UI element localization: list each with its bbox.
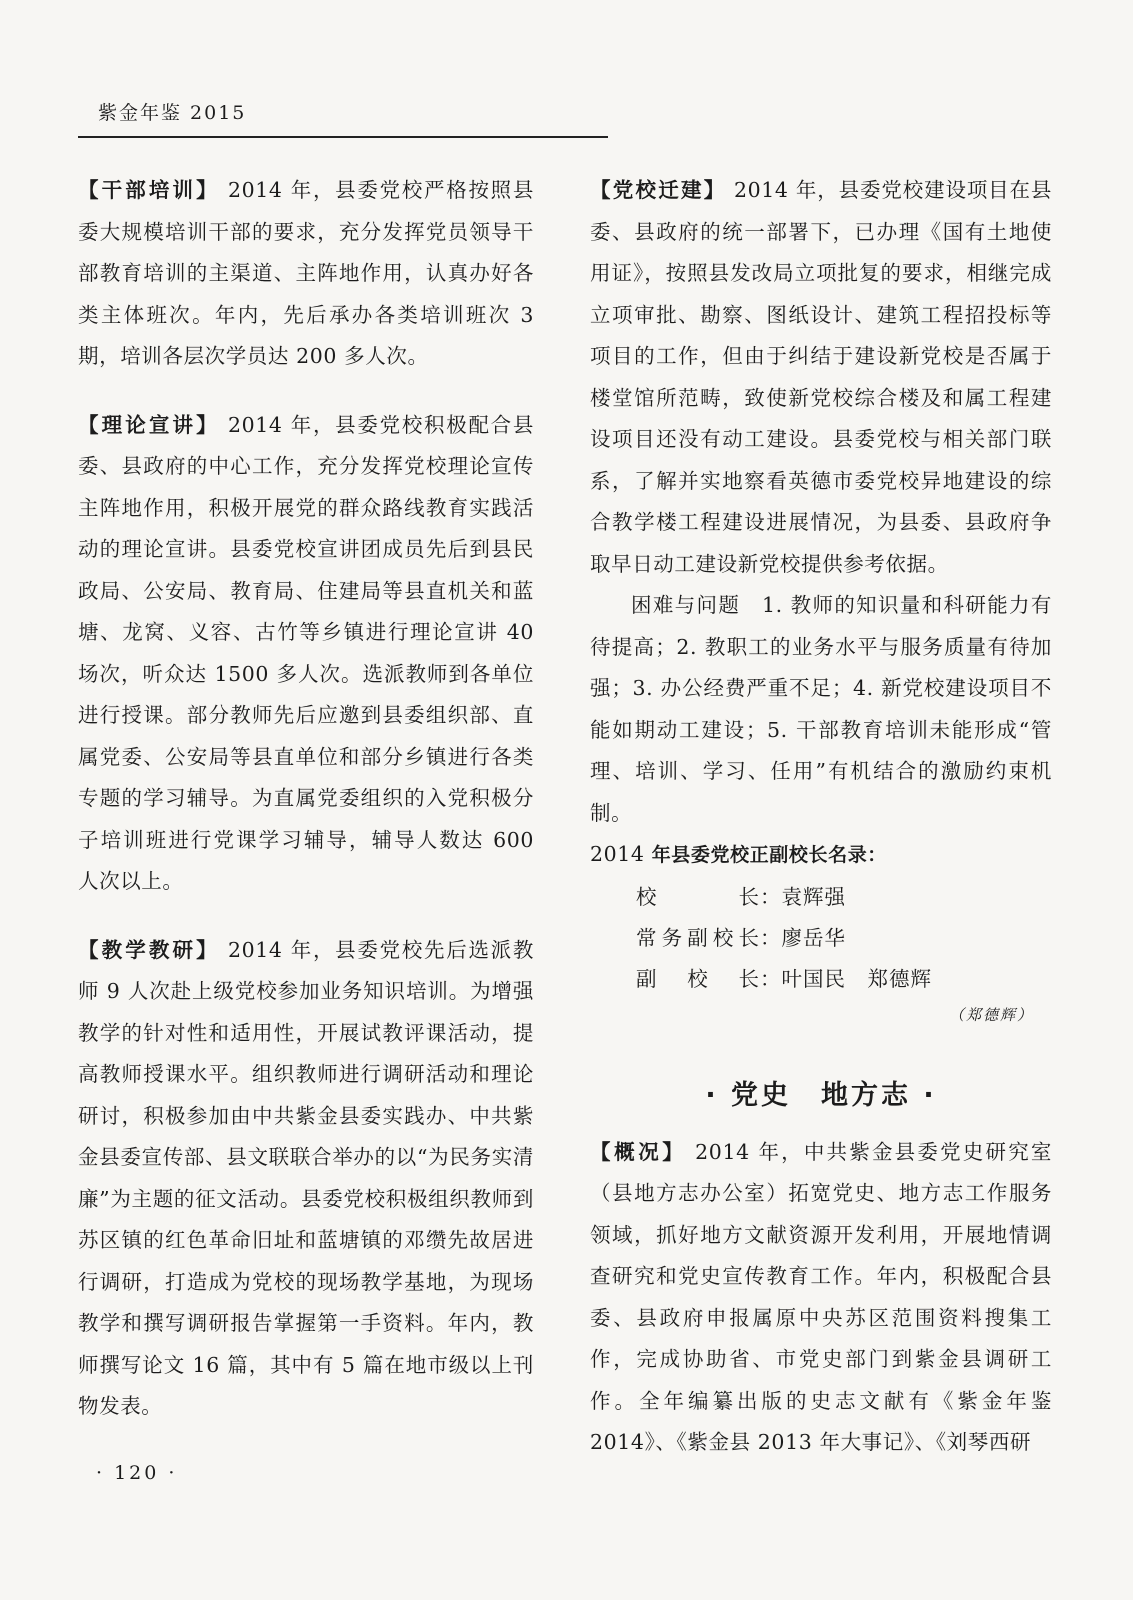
- roster-row: [636, 877, 1052, 918]
- section-heading: 【干部培训】: [78, 178, 220, 202]
- roster-separator: ：: [760, 966, 782, 991]
- roster-role: 校长: [636, 884, 760, 909]
- roster-row: [636, 918, 1052, 959]
- section-text: 2014 年，县委党校严格按照县委大规模培训干部的要求，充分发挥党员领导干部教育培训的主渠道、主阵地作用，认真办好各类主体班次。年内，先后承办各类培训班次 3 期，培训各层次学员达 200 多人次。: [78, 178, 534, 368]
- roster-names: 叶国民 郑德辉: [781, 966, 932, 991]
- difficulties-paragraph: 困难与问题 1. 教师的知识量和科研能力有待提高；2. 教职工的业务水平与服务质量有待加强；3. 办公经费严重不足；4. 新党校建设项目不能如期动工建设；5. 干部教育培训未能形成“管理、培训、学习、任用”有机结合的激励约束机制。: [590, 593, 1052, 825]
- roster-title-year: 2014: [590, 842, 645, 866]
- left-column: [78, 170, 534, 1428]
- page-number: · 120 ·: [96, 1462, 178, 1484]
- principal-roster: [590, 877, 1052, 1000]
- right-column: [590, 170, 1052, 1464]
- section-text: 2014 年，县委党校积极配合县委、县政府的中心工作，充分发挥党校理论宣传主阵地作用，积极开展党的群众路线教育实践活动的理论宣讲。县委党校宣讲团成员先后到县民政局、公安局、教育局、住建局等县直机关和蓝塘、龙窝、义容、古竹等乡镇进行理论宣讲 40 场次，听众达 1500 多人次。选派教师到各单位进行授课。部分教师先后应邀到县委组织部、直属党委、公安局等县直单位和部分乡镇进行各类专题的学习辅导。为直属党委组织的入党积极分子培训班进行党课学习辅导，辅导人数达 600 人次以上。: [78, 412, 534, 893]
- section-school-relocation: [590, 170, 1052, 585]
- roster-separator: ：: [760, 884, 782, 909]
- section-heading: 【概况】: [590, 1139, 687, 1164]
- section-cadre-training: [78, 170, 534, 378]
- author-signature: （郑德辉）: [948, 1005, 1034, 1024]
- section-teaching-research: [78, 930, 534, 1428]
- roster-title-text: 年县委党校正副校长名录：: [651, 844, 887, 866]
- section-heading: 【教学教研】: [78, 937, 220, 962]
- section-theory-lectures: [78, 405, 534, 903]
- roster-role: 副校长: [636, 966, 760, 991]
- section-text: 2014 年，中共紫金县委党史研究室（县地方志办公室）拓宽党史、地方志工作服务领域，抓好地方文献资源开发利用，开展地情调查研究和党史宣传教育工作。年内，积极配合县委、县政府申报属原中央苏区范围资料搜集工作，完成协助省、市党史部门到紫金县调研工作。全年编纂出版的史志文献有《紫金年鉴 2014》、《紫金县 2013 年大事记》、《刘琴西研: [590, 1139, 1052, 1454]
- section-overview: [590, 1132, 1052, 1464]
- section-title-party-history: · 党史 地方志 ·: [705, 1079, 937, 1111]
- roster-names: 廖岳华: [781, 925, 846, 950]
- running-head: 紫金年鉴 2015: [98, 102, 247, 124]
- header-rule: [78, 136, 608, 138]
- roster-names: 袁辉强: [781, 884, 846, 909]
- roster-title: [590, 834, 1052, 877]
- roster-row: [636, 959, 1052, 1000]
- roster-separator: ：: [760, 925, 782, 950]
- section-text: 2014 年，县委党校先后选派教师 9 人次赴上级党校参加业务知识培训。为增强教学的针对性和适用性，开展试教评课活动，提高教师授课水平。组织教师进行调研活动和理论研讨，积极参加由中共紫金县委实践办、中共紫金县委宣传部、县文联联合举办的以“为民务实清廉”为主题的征文活动。县委党校积极组织教师到苏区镇的红色革命旧址和蓝塘镇的邓缵先故居进行调研，打造成为党校的现场教学基地，为现场教学和撰写调研报告掌握第一手资料。年内，教师撰写论文 16 篇，其中有 5 篇在地市级以上刊物发表。: [78, 937, 534, 1418]
- section-heading: 【党校迁建】: [590, 178, 727, 202]
- roster-role: 常务副校长: [636, 925, 760, 950]
- section-heading: 【理论宣讲】: [78, 412, 220, 437]
- section-text: 2014 年，县委党校建设项目在县委、县政府的统一部署下，已办理《国有土地使用证》，按照县发改局立项批复的要求，相继完成立项审批、勘察、图纸设计、建筑工程招投标等项目的工作，但由于纠结于建设新党校是否属于楼堂馆所范畴，致使新党校综合楼及和属工程建设项目还没有动工建设。县委党校与相关部门联系，了解并实地察看英德市委党校异地建设的综合教学楼工程建设进展情况，为县委、县政府争取早日动工建设新党校提供参考依据。: [590, 178, 1053, 576]
